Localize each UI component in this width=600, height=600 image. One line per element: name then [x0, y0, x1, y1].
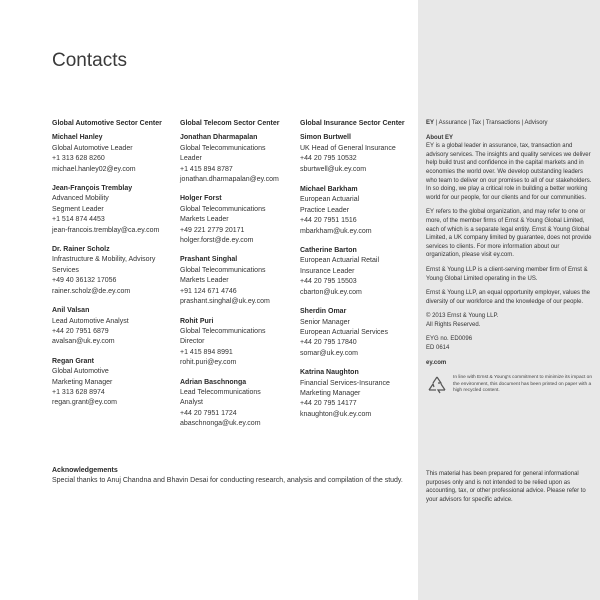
contact-email[interactable]: sburtwell@uk.ey.com: [300, 165, 367, 173]
eoe-text: Ernst & Young LLP, an equal opportunity employer, values the diversity of our workforce and the knowledge of our people.: [426, 290, 591, 305]
contact-title: Marketing Manager: [52, 378, 113, 386]
contact-phone: +44 20 7951 1724: [180, 409, 237, 417]
contact-name: Holger Forst: [180, 195, 222, 203]
contact-email[interactable]: rainer.scholz@de.ey.com: [52, 287, 131, 295]
contact-title: European Actuarial Services: [300, 328, 388, 336]
contact-title: Global Automotive: [52, 368, 109, 376]
contact-phone: +1 313 628 8974: [52, 388, 105, 396]
contact-title: Services: [52, 266, 79, 274]
copyright: © 2013 Ernst & Young LLP.: [426, 313, 499, 320]
contact-email[interactable]: abaschnonga@uk.ey.com: [180, 420, 261, 428]
contact-email[interactable]: cbarton@uk.ey.com: [300, 288, 362, 296]
contact-card: [180, 378, 296, 430]
contact-card: [180, 317, 296, 369]
contact-phone: +1 415 894 8787: [180, 165, 233, 173]
contact-phone: +1 313 628 8260: [52, 155, 105, 163]
contact-title: Leader: [180, 155, 202, 163]
contact-card: [52, 133, 176, 175]
contact-title: European Actuarial: [300, 196, 360, 204]
document-codes: [426, 335, 594, 352]
about-section: [426, 134, 594, 203]
contact-name: Catherine Barton: [300, 247, 357, 255]
contact-title: Lead Telecommunications: [180, 388, 261, 396]
contact-phone: +44 20 795 14177: [300, 400, 357, 408]
contact-title: Segment Leader: [52, 205, 104, 213]
contact-card: [300, 185, 416, 237]
acknowledgements: [52, 466, 412, 486]
contact-phone: +91 124 671 4746: [180, 287, 237, 295]
contact-card: [180, 255, 296, 307]
disclaimer: This material has been prepared for general informational purposes only and is not intended to be relied upon as accounting, tax, or other professional advice. Please refer to your advisors for specific advice.: [426, 471, 586, 503]
contact-name: Simon Burtwell: [300, 134, 351, 142]
contact-card: [52, 245, 176, 297]
contact-phone: +44 20 795 10532: [300, 155, 357, 163]
service-nav: [426, 119, 594, 128]
contact-name: Dr. Rainer Scholz: [52, 246, 110, 254]
contact-title: Global Telecommunications: [180, 266, 266, 274]
contact-email[interactable]: somar@uk.ey.com: [300, 349, 358, 357]
contact-phone: +1 514 874 4453: [52, 216, 105, 224]
recycle-text: In line with Ernst & Young's commitment to minimize its impact on the environment, this document has been printed on paper with a high recycled content.: [453, 375, 593, 394]
contact-email[interactable]: rohit.puri@ey.com: [180, 359, 237, 367]
contact-title: Advanced Mobility: [52, 195, 109, 203]
contact-title: Director: [180, 338, 205, 346]
contact-title: Markets Leader: [180, 216, 229, 224]
acknowledgements-heading: Acknowledgements: [52, 467, 118, 474]
contact-title: UK Head of General Insurance: [300, 144, 396, 152]
contact-title: Global Telecommunications: [180, 327, 266, 335]
contact-email[interactable]: michael.hanley02@ey.com: [52, 165, 136, 173]
contact-email[interactable]: knaughton@uk.ey.com: [300, 410, 372, 418]
contact-phone: +1 415 894 8991: [180, 348, 233, 356]
contact-name: Jonathan Dharmapalan: [180, 134, 258, 142]
sidebar: [418, 0, 600, 600]
contact-name: Katrina Naughton: [300, 369, 359, 377]
contact-email[interactable]: holger.forst@de.ey.com: [180, 237, 254, 245]
contact-phone: +44 20 795 15503: [300, 278, 357, 286]
page-title: Contacts: [52, 50, 127, 71]
contact-phone: +44 20 7951 6879: [52, 327, 109, 335]
column-heading: Global Telecom Sector Center: [180, 120, 280, 127]
contact-title: Marketing Manager: [300, 389, 361, 397]
contact-name: Regan Grant: [52, 357, 95, 365]
contact-card: [52, 184, 176, 236]
service-nav-ey: EY: [426, 120, 435, 126]
contact-name: Rohit Puri: [180, 317, 214, 325]
contact-phone: +44 20 7951 1516: [300, 217, 357, 225]
about-text: EY is a global leader in assurance, tax, transaction and advisory services. The insights and quality services we deliver help build trust and confidence in the capital markets and in economies the world over. We develop outstanding leaders who team to deliver on our promises to all of our stakeholders. In so doing, we play a critical role in building a better working world for our people, for our clients and for our communities.: [426, 143, 592, 201]
contact-email[interactable]: avalsan@uk.ey.com: [52, 338, 115, 346]
contact-name: Jean-François Tremblay: [52, 185, 133, 193]
contact-title: Global Telecommunications: [180, 205, 266, 213]
sidebar-content: [426, 119, 594, 405]
contact-name: Michael Hanley: [52, 134, 103, 142]
contact-email[interactable]: jean-francois.tremblay@ca.ey.com: [52, 226, 160, 234]
contact-email[interactable]: regan.grant@ey.com: [52, 399, 117, 407]
contact-phone: +49 221 2779 20171: [180, 226, 245, 234]
org-text: EY refers to the global organization, and may refer to one or more, of the member firms of Ernst & Young Global Limited, each of which is a separate legal entity. Ernst & Young Global Limited, a UK company limited by guarantee, does not provide services to clients. For more information about our organization, please visit ey.com.: [426, 209, 592, 259]
eyg-number: EYG no. ED0096: [426, 336, 473, 343]
column-heading: Global Automotive Sector Center: [52, 120, 162, 127]
contact-title: Lead Automotive Analyst: [52, 317, 129, 325]
contact-card: [52, 357, 176, 409]
contact-card: [52, 306, 176, 348]
llp-text: Ernst & Young LLP is a client-serving member firm of Ernst & Young Global Limited operating in the US.: [426, 266, 588, 282]
contact-card: [180, 194, 296, 246]
contact-card: [300, 246, 416, 298]
recycle-icon: [426, 375, 448, 395]
contacts-column-insurance: [300, 119, 416, 429]
contact-name: Michael Barkham: [300, 186, 358, 194]
website-link[interactable]: ey.com: [426, 359, 447, 366]
contact-phone: +49 40 36132 17056: [52, 277, 117, 285]
contact-title: European Actuarial Retail: [300, 257, 379, 265]
contact-name: Adrian Baschnonga: [180, 378, 247, 386]
copyright-block: [426, 312, 594, 329]
contact-card: [180, 133, 296, 185]
acknowledgements-text: Special thanks to Anuj Chandna and Bhavin Desai for conducting research, analysis and compilation of the study.: [52, 477, 403, 484]
ed-code: ED 0614: [426, 345, 450, 352]
contact-title: Markets Leader: [180, 277, 229, 285]
column-heading: Global Insurance Sector Center: [300, 120, 405, 127]
contact-phone: +44 20 795 17840: [300, 339, 357, 347]
contact-name: Anil Valsan: [52, 307, 90, 315]
contact-email[interactable]: prashant.singhal@uk.ey.com: [180, 298, 270, 306]
contact-title: Insurance Leader: [300, 267, 355, 275]
contact-title: Global Automotive Leader: [52, 144, 133, 152]
contact-name: Sherdin Omar: [300, 308, 347, 316]
recycle-notice: [426, 375, 594, 395]
contacts-column-automotive: [52, 119, 176, 418]
contact-title: Global Telecommunications: [180, 144, 266, 152]
contact-title: Infrastructure & Mobility, Advisory: [52, 256, 156, 264]
contact-card: [300, 307, 416, 359]
contact-email[interactable]: jonathan.dharmapalan@ey.com: [180, 176, 279, 184]
contact-card: [300, 368, 416, 420]
contact-title: Analyst: [180, 399, 203, 407]
contact-name: Prashant Singhal: [180, 256, 238, 264]
contacts-column-telecom: [180, 119, 296, 439]
contact-card: [300, 133, 416, 175]
contact-email[interactable]: mbarkham@uk.ey.com: [300, 227, 372, 235]
about-heading: About EY: [426, 134, 453, 141]
rights: All Rights Reserved.: [426, 321, 481, 328]
service-nav-lines: | Assurance | Tax | Transactions | Advisory: [434, 120, 548, 126]
contact-title: Financial Services-Insurance: [300, 379, 390, 387]
contact-title: Senior Manager: [300, 318, 350, 326]
contact-title: Practice Leader: [300, 206, 350, 214]
